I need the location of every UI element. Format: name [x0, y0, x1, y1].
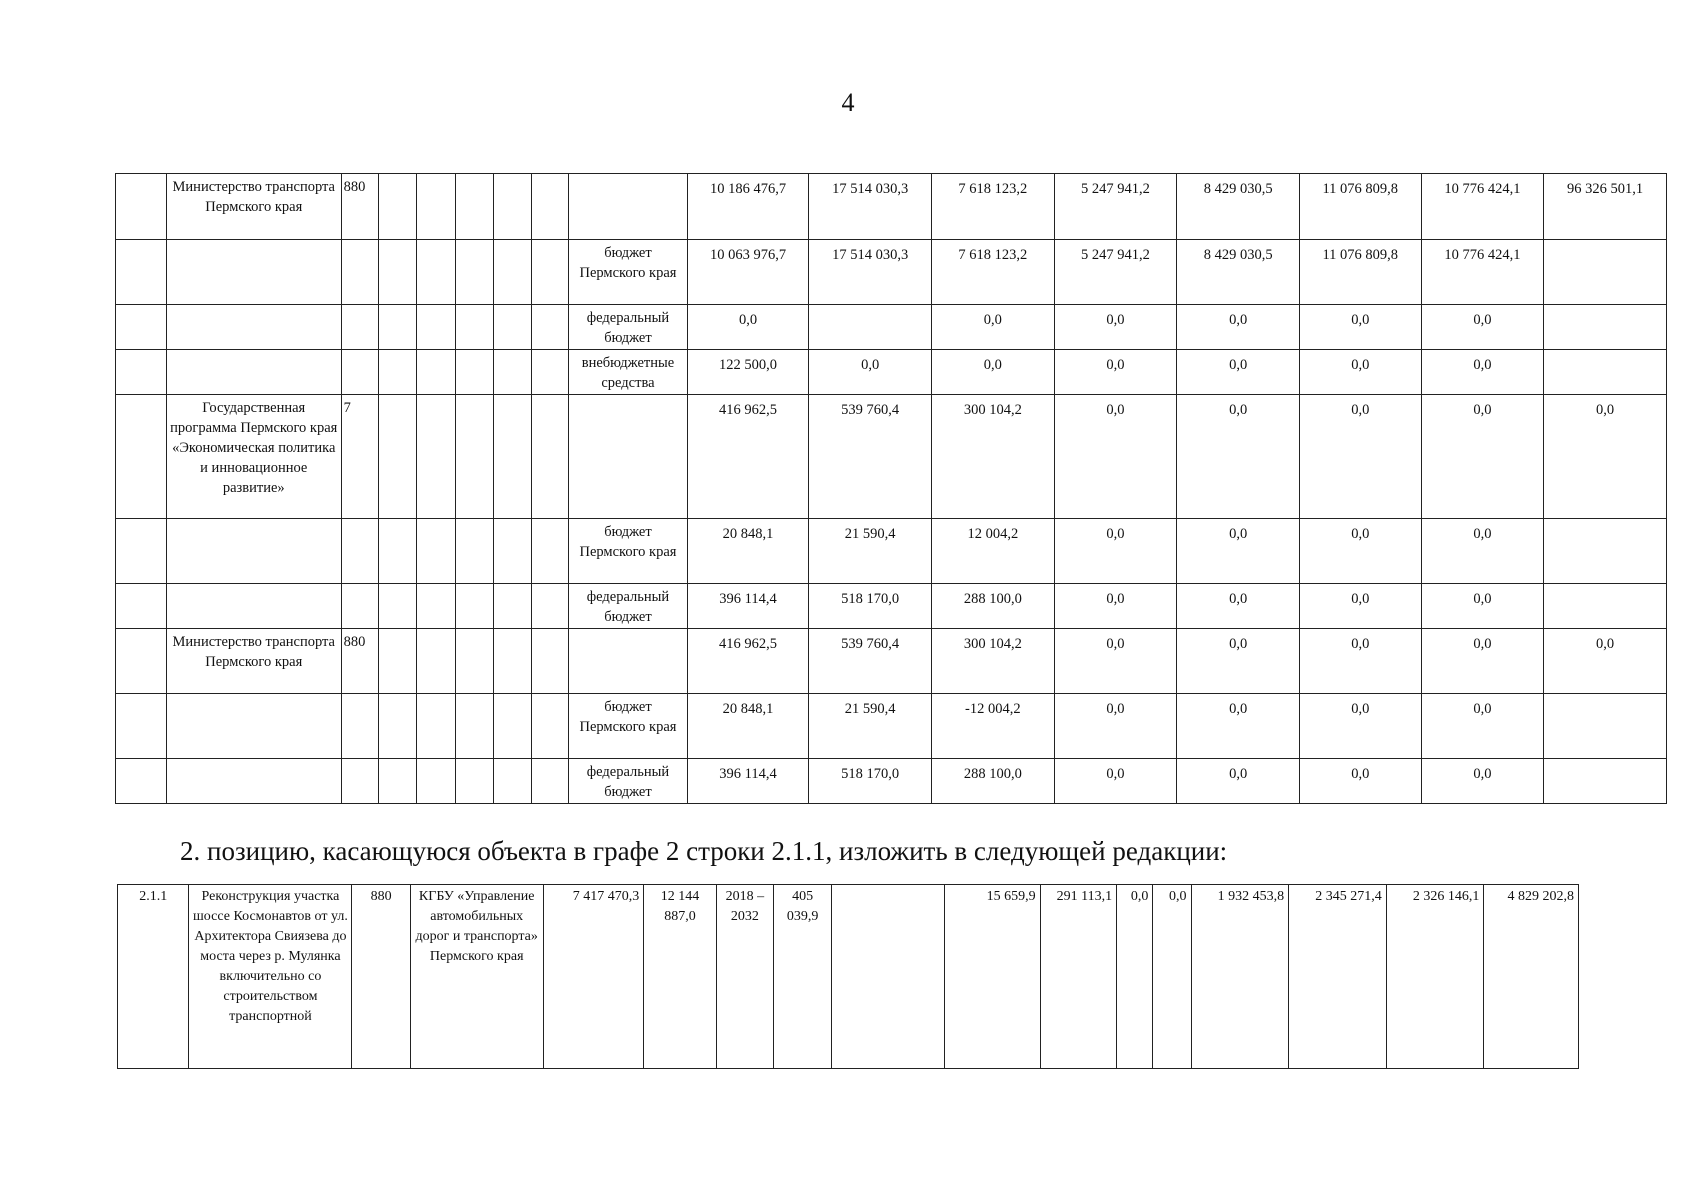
table-cell: [1544, 759, 1667, 804]
table-cell: бюджет Пермского края: [569, 240, 688, 305]
table-cell: [569, 395, 688, 519]
table-cell: 396 114,4: [687, 759, 809, 804]
table-cell: [341, 240, 378, 305]
table-cell: [1544, 584, 1667, 629]
table-cell: [417, 240, 455, 305]
table-cell: [809, 305, 932, 350]
table-cell: [531, 519, 568, 584]
table-cell: [531, 629, 568, 694]
table-cell: 17 514 030,3: [809, 240, 932, 305]
table-cell: федеральный бюджет: [569, 584, 688, 629]
table-cell: 0,0: [1421, 305, 1544, 350]
table-cell: [1544, 519, 1667, 584]
table-cell: 291 113,1: [1040, 885, 1116, 1069]
table-cell: [166, 240, 341, 305]
table-cell: 0,0: [1054, 584, 1177, 629]
table-cell: [455, 240, 493, 305]
table-cell: [455, 759, 493, 804]
table-cell: [494, 305, 531, 350]
table-cell: [494, 629, 531, 694]
table-cell: -12 004,2: [931, 694, 1054, 759]
table-cell: 0,0: [1177, 305, 1300, 350]
table-cell: федеральный бюджет: [569, 759, 688, 804]
table-cell: [379, 759, 417, 804]
table-cell: 0,0: [1054, 694, 1177, 759]
table-cell: 17 514 030,3: [809, 174, 932, 240]
budget-table: [115, 173, 1667, 804]
table-cell: 300 104,2: [931, 629, 1054, 694]
table-cell: 4 829 202,8: [1484, 885, 1579, 1069]
table-cell: 5 247 941,2: [1054, 240, 1177, 305]
table-cell: 416 962,5: [687, 629, 809, 694]
table-cell: [494, 694, 531, 759]
table-cell: [116, 694, 167, 759]
table-cell: [569, 629, 688, 694]
table-cell: 405 039,9: [774, 885, 832, 1069]
table-cell: [455, 694, 493, 759]
table-cell: 396 114,4: [687, 584, 809, 629]
table-cell: [116, 395, 167, 519]
table-cell: [531, 305, 568, 350]
table-cell: 122 500,0: [687, 350, 809, 395]
table-cell: 0,0: [1544, 629, 1667, 694]
table-cell: 0,0: [1299, 759, 1421, 804]
table-cell: 7 618 123,2: [931, 174, 1054, 240]
table-cell: [116, 629, 167, 694]
table-cell: [116, 519, 167, 584]
table-cell: [417, 694, 455, 759]
table-cell: [379, 395, 417, 519]
table-cell: 0,0: [1054, 759, 1177, 804]
table-cell: 7 618 123,2: [931, 240, 1054, 305]
table-cell: [417, 629, 455, 694]
table-cell: [379, 350, 417, 395]
table-cell: [455, 519, 493, 584]
table-cell: [166, 305, 341, 350]
table-cell: 11 076 809,8: [1299, 240, 1421, 305]
table-cell: 7: [341, 395, 378, 519]
table-cell: 0,0: [1544, 395, 1667, 519]
table-cell: [455, 629, 493, 694]
table-cell: [1544, 305, 1667, 350]
table-cell: [494, 584, 531, 629]
table-cell: 7 417 470,3: [543, 885, 644, 1069]
table-cell: 5 247 941,2: [1054, 174, 1177, 240]
table-cell: 0,0: [1299, 694, 1421, 759]
table-cell: [116, 305, 167, 350]
table-cell: бюджет Пермского края: [569, 519, 688, 584]
table-cell: [379, 584, 417, 629]
table-row: [116, 584, 1667, 629]
table-cell: 20 848,1: [687, 694, 809, 759]
table-cell: [116, 350, 167, 395]
table-cell: 96 326 501,1: [1544, 174, 1667, 240]
table-cell: Министерство транспорта Пермского края: [166, 629, 341, 694]
table-cell: [531, 694, 568, 759]
table-cell: 0,0: [1054, 629, 1177, 694]
table-cell: 0,0: [1421, 694, 1544, 759]
table-cell: 0,0: [1177, 584, 1300, 629]
table-cell: [166, 519, 341, 584]
table-row: [116, 395, 1667, 519]
table-cell: [379, 174, 417, 240]
table-cell: [379, 694, 417, 759]
table-cell: [116, 759, 167, 804]
table-cell: 12 004,2: [931, 519, 1054, 584]
table-cell: 21 590,4: [809, 694, 932, 759]
table-cell: 1 932 453,8: [1191, 885, 1289, 1069]
table-cell: [166, 759, 341, 804]
table-row: [116, 629, 1667, 694]
table-cell: 2 326 146,1: [1386, 885, 1484, 1069]
table-cell: [417, 350, 455, 395]
table-cell: [494, 395, 531, 519]
table-cell: 0,0: [1177, 629, 1300, 694]
table-cell: 0,0: [1054, 519, 1177, 584]
table-cell: [166, 694, 341, 759]
table-cell: 21 590,4: [809, 519, 932, 584]
table-cell: 0,0: [1299, 305, 1421, 350]
table-cell: 10 776 424,1: [1421, 240, 1544, 305]
table-row: [116, 240, 1667, 305]
object-table: [117, 884, 1579, 1069]
table-cell: 880: [341, 629, 378, 694]
table-cell: [832, 885, 945, 1069]
table-cell: 0,0: [1421, 759, 1544, 804]
table-cell: 0,0: [1117, 885, 1153, 1069]
table-cell: [455, 174, 493, 240]
table-cell: 0,0: [809, 350, 932, 395]
table-cell: [341, 519, 378, 584]
table-cell: [494, 350, 531, 395]
table-cell: 10 776 424,1: [1421, 174, 1544, 240]
table-row: [116, 305, 1667, 350]
table-cell: 15 659,9: [945, 885, 1041, 1069]
table-cell: 11 076 809,8: [1299, 174, 1421, 240]
table-cell: [341, 584, 378, 629]
table-cell: КГБУ «Управление автомобильных дорог и транспорта» Пермского края: [410, 885, 543, 1069]
table-cell: 0,0: [1421, 584, 1544, 629]
table-cell: [1544, 694, 1667, 759]
table-cell: 539 760,4: [809, 629, 932, 694]
table-cell: [531, 584, 568, 629]
table-cell: [531, 395, 568, 519]
table-cell: [417, 519, 455, 584]
table-cell: 416 962,5: [687, 395, 809, 519]
table-row: [116, 694, 1667, 759]
table-cell: 0,0: [931, 350, 1054, 395]
table-cell: 0,0: [1421, 395, 1544, 519]
table-cell: 0,0: [1177, 519, 1300, 584]
table-row: [116, 519, 1667, 584]
table-cell: 0,0: [1177, 395, 1300, 519]
table-cell: Министерство транспорта Пермского края: [166, 174, 341, 240]
table-cell: 0,0: [1177, 694, 1300, 759]
table-cell: 0,0: [1421, 519, 1544, 584]
table-cell: внебюджетные средства: [569, 350, 688, 395]
table-cell: [531, 759, 568, 804]
table-cell: [379, 240, 417, 305]
table-cell: [417, 305, 455, 350]
table-row: [118, 885, 1579, 1069]
table-row: [116, 350, 1667, 395]
table-cell: 0,0: [1177, 759, 1300, 804]
table-cell: 518 170,0: [809, 584, 932, 629]
table-cell: [116, 174, 167, 240]
table-cell: [341, 694, 378, 759]
table-cell: [494, 240, 531, 305]
table-cell: [116, 584, 167, 629]
table-cell: [455, 584, 493, 629]
table-cell: 300 104,2: [931, 395, 1054, 519]
table-cell: 0,0: [687, 305, 809, 350]
table-cell: [379, 629, 417, 694]
table-cell: [531, 174, 568, 240]
table-cell: 8 429 030,5: [1177, 174, 1300, 240]
table-cell: [341, 759, 378, 804]
table-cell: [417, 174, 455, 240]
table-cell: [166, 584, 341, 629]
table-cell: [569, 174, 688, 240]
table-cell: [455, 350, 493, 395]
table-cell: 880: [352, 885, 410, 1069]
table-cell: 0,0: [1054, 305, 1177, 350]
table-cell: 12 144 887,0: [644, 885, 716, 1069]
table-cell: [116, 240, 167, 305]
table-cell: 288 100,0: [931, 759, 1054, 804]
table-cell: [494, 759, 531, 804]
table-cell: [1544, 350, 1667, 395]
table-cell: 288 100,0: [931, 584, 1054, 629]
table-cell: 0,0: [931, 305, 1054, 350]
table-cell: 8 429 030,5: [1177, 240, 1300, 305]
table-cell: [417, 395, 455, 519]
table-row: [116, 759, 1667, 804]
table-cell: 0,0: [1299, 395, 1421, 519]
table-cell: [341, 305, 378, 350]
table-cell: 0,0: [1299, 629, 1421, 694]
table-cell: [494, 174, 531, 240]
table-cell: 0,0: [1177, 350, 1300, 395]
table-cell: 0,0: [1421, 350, 1544, 395]
table-cell: 10 186 476,7: [687, 174, 809, 240]
table-cell: [379, 305, 417, 350]
table-cell: [455, 305, 493, 350]
table-cell: [531, 240, 568, 305]
table-cell: 0,0: [1054, 350, 1177, 395]
page-number: 4: [841, 88, 855, 117]
table-cell: 0,0: [1153, 885, 1191, 1069]
table-cell: 880: [341, 174, 378, 240]
table-cell: 539 760,4: [809, 395, 932, 519]
table-cell: Реконструкция участка шоссе Космонавтов от ул. Архитектора Свиязева до моста через р. Мулянка включительно со строительством транспортной: [189, 885, 352, 1069]
table-cell: [417, 759, 455, 804]
table-cell: 0,0: [1299, 519, 1421, 584]
table-cell: 2018 – 2032: [716, 885, 773, 1069]
table-cell: [531, 350, 568, 395]
table-cell: [417, 584, 455, 629]
table-cell: [1544, 240, 1667, 305]
table-cell: 2 345 271,4: [1289, 885, 1387, 1069]
table-cell: 0,0: [1299, 350, 1421, 395]
table-cell: 518 170,0: [809, 759, 932, 804]
section-heading: 2. позицию, касающуюся объекта в графе 2 строки 2.1.1, изложить в следующей редакции:: [180, 836, 1228, 866]
table-cell: 20 848,1: [687, 519, 809, 584]
table-cell: [455, 395, 493, 519]
table-cell: [494, 519, 531, 584]
table-cell: 10 063 976,7: [687, 240, 809, 305]
table-cell: 0,0: [1054, 395, 1177, 519]
table-cell: 2.1.1: [118, 885, 189, 1069]
table-cell: 0,0: [1421, 629, 1544, 694]
table-cell: 0,0: [1299, 584, 1421, 629]
table-cell: [166, 350, 341, 395]
table-cell: [379, 519, 417, 584]
table-row: [116, 174, 1667, 240]
table-cell: бюджет Пермского края: [569, 694, 688, 759]
table-cell: Государственная программа Пермского края «Экономическая политика и инновационное развитие»: [166, 395, 341, 519]
table-cell: федеральный бюджет: [569, 305, 688, 350]
table-cell: [341, 350, 378, 395]
